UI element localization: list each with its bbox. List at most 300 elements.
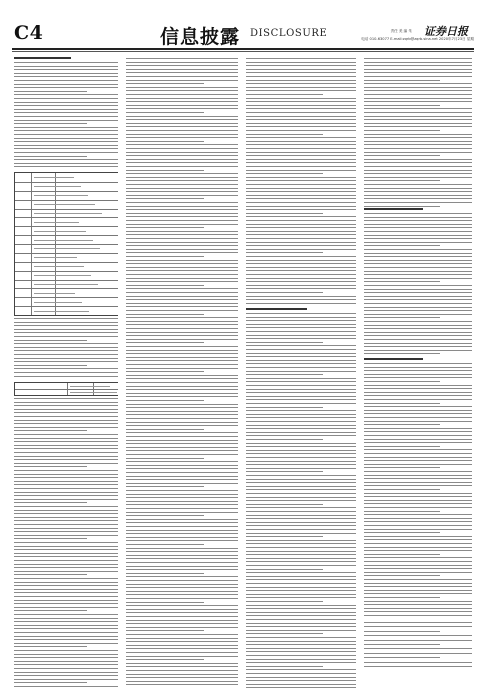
text-line [246, 619, 356, 620]
text-line [246, 529, 356, 530]
text-line [364, 403, 440, 404]
text-line [126, 504, 238, 505]
table-cell [34, 266, 84, 267]
text-line [126, 609, 238, 610]
text-line [364, 173, 472, 174]
text-line [126, 141, 204, 142]
text-line [364, 123, 472, 124]
subheading-line [364, 208, 423, 210]
text-line [126, 209, 238, 210]
text-line [364, 170, 472, 171]
text-line [246, 443, 356, 444]
text-line [364, 604, 472, 605]
text-line [246, 112, 356, 113]
text-line [246, 209, 356, 210]
text-line [364, 217, 472, 218]
text-line [246, 335, 356, 336]
text-line [364, 615, 472, 616]
text-line [364, 514, 472, 515]
text-line [364, 507, 472, 508]
text-line [126, 627, 238, 628]
text-line [14, 325, 118, 326]
text-line [126, 573, 204, 574]
text-line [364, 399, 472, 400]
text-line [364, 431, 472, 432]
text-line [364, 370, 472, 371]
text-line [126, 155, 238, 156]
text-line [126, 238, 238, 239]
text-line [14, 62, 118, 63]
text-line [246, 536, 323, 537]
text-line [246, 392, 356, 393]
text-line [14, 650, 118, 651]
text-line [14, 66, 118, 67]
text-line [364, 339, 472, 340]
text-line [364, 238, 472, 239]
text-line [14, 596, 118, 597]
text-line [364, 583, 472, 584]
text-line [246, 608, 356, 609]
text-line [246, 569, 323, 570]
masthead [12, 22, 474, 48]
text-line [14, 560, 118, 561]
table-cell [34, 222, 79, 223]
text-line [364, 457, 472, 458]
text-line [364, 565, 472, 566]
text-line [246, 58, 356, 59]
text-line [364, 406, 472, 407]
text-line [14, 73, 118, 74]
article-column-2 [126, 56, 238, 688]
text-line [364, 281, 440, 282]
text-line [246, 425, 356, 426]
text-line [364, 159, 472, 160]
text-line [246, 191, 356, 192]
text-line [246, 673, 356, 674]
text-line [246, 414, 356, 415]
text-line [14, 564, 118, 565]
text-line [364, 72, 472, 73]
text-line [14, 528, 118, 529]
text-line [246, 353, 356, 354]
text-line [14, 661, 118, 662]
text-line [14, 632, 118, 633]
text-line [14, 646, 87, 647]
text-line [246, 572, 356, 573]
text-line [126, 555, 238, 556]
text-line [364, 471, 472, 472]
text-line [14, 368, 118, 369]
text-line [246, 220, 356, 221]
text-line [14, 531, 118, 532]
text-line [364, 134, 472, 135]
table-cell [34, 204, 95, 205]
text-line [364, 242, 472, 243]
text-line [126, 328, 238, 329]
table-cell [34, 311, 89, 312]
text-line [14, 402, 118, 403]
text-line [126, 429, 204, 430]
subheading-line [14, 57, 71, 59]
text-line [126, 137, 238, 138]
text-line [14, 603, 118, 604]
text-line [126, 490, 238, 491]
text-line [246, 543, 356, 544]
text-line [14, 643, 118, 644]
text-line [364, 353, 440, 354]
text-line [246, 594, 356, 595]
text-line [126, 591, 238, 592]
table-cell [34, 213, 102, 214]
text-line [364, 101, 472, 102]
text-line [364, 271, 472, 272]
text-line [246, 601, 323, 602]
text-line [246, 396, 356, 397]
text-line [364, 525, 472, 526]
text-line [14, 636, 118, 637]
text-line [14, 420, 118, 421]
text-line [364, 554, 440, 555]
text-line [364, 568, 472, 569]
text-line [364, 148, 472, 149]
text-line [246, 188, 356, 189]
text-line [126, 126, 238, 127]
text-line [246, 123, 356, 124]
text-line [246, 403, 356, 404]
text-line [246, 137, 356, 138]
text-line [14, 80, 118, 81]
text-line [364, 152, 472, 153]
text-line [126, 227, 204, 228]
text-line [14, 134, 118, 135]
text-line [126, 594, 238, 595]
text-line [364, 285, 472, 286]
text-line [246, 410, 356, 411]
text-line [126, 602, 204, 603]
text-line [246, 590, 356, 591]
text-line [364, 137, 472, 138]
text-line [246, 238, 356, 239]
text-line [246, 180, 356, 181]
text-line [246, 313, 356, 314]
text-line [364, 475, 472, 476]
text-line [364, 80, 440, 81]
text-line [364, 496, 472, 497]
text-line [364, 350, 472, 351]
text-line [364, 314, 472, 315]
text-line [246, 399, 356, 400]
text-line [246, 583, 356, 584]
text-line [364, 410, 472, 411]
text-line [364, 518, 472, 519]
table-cell [70, 392, 117, 393]
table-cell [34, 293, 75, 294]
text-line [126, 407, 238, 408]
table-cell [34, 186, 81, 187]
text-line [126, 400, 204, 401]
text-line [14, 589, 118, 590]
text-line [126, 386, 238, 387]
text-line [246, 356, 356, 357]
text-line [14, 322, 118, 323]
text-line [246, 126, 356, 127]
text-line [14, 145, 118, 146]
text-line [14, 76, 118, 77]
text-line [364, 511, 440, 512]
text-line [246, 234, 356, 235]
text-line [14, 69, 118, 70]
text-line [14, 517, 118, 518]
text-line [364, 421, 472, 422]
text-line [126, 249, 238, 250]
text-line [14, 416, 118, 417]
text-line [364, 363, 472, 364]
text-line [246, 651, 356, 652]
table-cell [34, 284, 98, 285]
text-line [364, 62, 472, 63]
text-line [126, 353, 238, 354]
text-line [364, 299, 472, 300]
text-line [364, 662, 472, 663]
text-line [126, 332, 238, 333]
text-line [246, 76, 356, 77]
text-line [126, 148, 238, 149]
text-line [126, 72, 238, 73]
text-line [364, 177, 472, 178]
text-line [14, 506, 118, 507]
text-line [364, 532, 440, 533]
text-line [126, 530, 238, 531]
text-line [126, 371, 204, 372]
text-line [364, 325, 472, 326]
text-line [126, 468, 238, 469]
text-line [14, 499, 118, 500]
text-line [246, 342, 323, 343]
text-line [364, 90, 472, 91]
text-line [14, 657, 118, 658]
text-line [126, 670, 238, 671]
text-line [14, 152, 118, 153]
text-line [364, 335, 472, 336]
text-line [126, 292, 238, 293]
text-line [14, 427, 118, 428]
text-line [364, 572, 472, 573]
text-line [126, 267, 238, 268]
text-line [246, 101, 356, 102]
text-line [246, 94, 323, 95]
text-line [246, 378, 356, 379]
text-line [246, 327, 356, 328]
text-line [126, 166, 238, 167]
text-line [364, 126, 472, 127]
text-line [14, 372, 118, 373]
text-line [126, 476, 238, 477]
text-line [126, 422, 238, 423]
text-line [364, 162, 472, 163]
text-line [126, 414, 238, 415]
text-line [126, 184, 238, 185]
text-line [126, 641, 238, 642]
text-line [246, 155, 356, 156]
text-line [246, 435, 356, 436]
subheading-line [246, 308, 307, 310]
text-line [364, 392, 472, 393]
text-line [14, 585, 118, 586]
text-line [246, 349, 356, 350]
text-line [14, 477, 118, 478]
text-line [246, 317, 356, 318]
text-line [126, 76, 238, 77]
text-line [246, 260, 356, 261]
text-line [14, 571, 118, 572]
text-line [246, 288, 356, 289]
text-line [14, 459, 118, 460]
text-line [14, 592, 118, 593]
text-line [364, 529, 472, 530]
text-line [364, 227, 472, 228]
text-line [364, 130, 440, 131]
text-line [364, 611, 472, 612]
text-line [246, 432, 356, 433]
text-line [364, 539, 472, 540]
text-line [364, 116, 472, 117]
text-line [246, 62, 356, 63]
text-line [14, 524, 118, 525]
text-line [246, 565, 356, 566]
text-line [364, 500, 472, 501]
text-line [126, 98, 238, 99]
text-line [364, 256, 472, 257]
newspaper-logo: 证券日报 [424, 25, 468, 38]
text-line [364, 521, 472, 522]
text-line [14, 423, 118, 424]
text-line [126, 479, 238, 480]
text-line [14, 448, 118, 449]
text-line [14, 621, 118, 622]
text-line [246, 184, 356, 185]
text-line [126, 159, 238, 160]
text-line [246, 134, 323, 135]
text-line [246, 587, 356, 588]
text-line [364, 557, 472, 558]
text-line [14, 614, 118, 615]
text-line [126, 270, 238, 271]
text-line [364, 464, 472, 465]
text-line [14, 438, 118, 439]
text-line [364, 666, 472, 667]
text-line [14, 484, 118, 485]
text-line [126, 450, 238, 451]
text-line [246, 270, 356, 271]
text-line [364, 453, 472, 454]
text-line [364, 644, 440, 645]
text-line [364, 267, 472, 268]
text-line [246, 170, 356, 171]
text-line [126, 281, 238, 282]
data-table [14, 172, 118, 316]
text-line [364, 303, 472, 304]
text-line [364, 307, 472, 308]
text-line [364, 220, 472, 221]
text-line [126, 335, 238, 336]
text-line [14, 430, 87, 431]
text-line [126, 123, 238, 124]
text-line [14, 542, 118, 543]
text-line [364, 296, 472, 297]
text-line [364, 586, 472, 587]
text-line [126, 472, 238, 473]
text-line [126, 274, 238, 275]
text-line [14, 502, 87, 503]
text-line [14, 686, 118, 687]
text-line [14, 672, 118, 673]
text-line [126, 170, 204, 171]
text-line [14, 91, 87, 92]
text-line [126, 152, 238, 153]
subheading-line [364, 358, 423, 360]
text-line [364, 321, 472, 322]
text-line [126, 663, 238, 664]
text-line [14, 675, 118, 676]
text-line [126, 191, 238, 192]
text-line [364, 388, 472, 389]
text-line [126, 296, 238, 297]
text-line [126, 285, 204, 286]
text-line [246, 669, 356, 670]
text-line [126, 666, 238, 667]
text-line [14, 578, 118, 579]
text-line [246, 245, 356, 246]
text-line [126, 252, 238, 253]
text-line [246, 597, 356, 598]
text-line [14, 535, 118, 536]
text-line [364, 343, 472, 344]
text-line [14, 654, 118, 655]
text-line [364, 184, 472, 185]
text-line [126, 645, 238, 646]
table-cell [34, 257, 77, 258]
text-line [14, 98, 118, 99]
text-line [126, 616, 238, 617]
text-line [14, 398, 118, 399]
text-line [126, 360, 238, 361]
text-line [126, 231, 238, 232]
text-line [246, 345, 356, 346]
text-line [14, 492, 118, 493]
text-line [364, 249, 472, 250]
text-line [126, 87, 238, 88]
text-line [364, 235, 472, 236]
text-line [246, 256, 356, 257]
text-line [126, 202, 238, 203]
text-line [126, 569, 238, 570]
text-line [246, 263, 356, 264]
text-line [14, 109, 118, 110]
text-line [126, 278, 238, 279]
text-line [246, 666, 323, 667]
text-line [126, 234, 238, 235]
text-line [364, 87, 472, 88]
text-line [246, 389, 356, 390]
text-line [364, 593, 472, 594]
text-line [126, 396, 238, 397]
page-number: C4 [14, 22, 44, 44]
text-line [364, 119, 472, 120]
text-line [364, 597, 440, 598]
text-line [364, 245, 440, 246]
text-line [126, 378, 238, 379]
table-cell [34, 231, 86, 232]
